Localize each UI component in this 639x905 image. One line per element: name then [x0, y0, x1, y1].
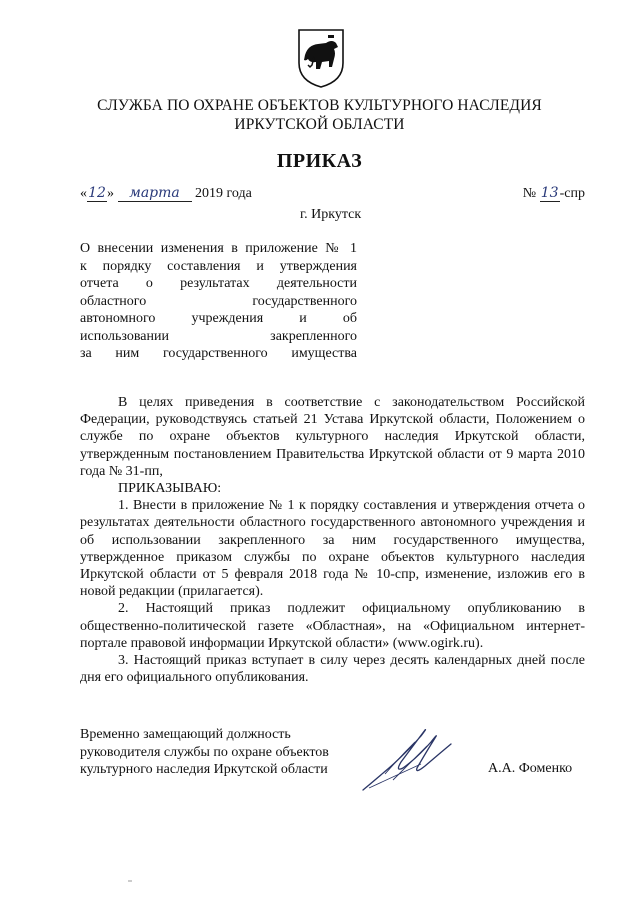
date-month: марта: [118, 186, 192, 202]
date-day: 12: [88, 185, 106, 201]
subject-line: за ним государственного имущества: [80, 346, 357, 361]
handwritten-signature-icon: [355, 718, 475, 798]
order-item-3: 3. Настоящий приказ вступает в силу через десять календарных дней после дня его официального опубликования.: [80, 653, 585, 686]
signer-position: [80, 726, 329, 779]
order-number: [523, 186, 585, 202]
number-value: 13: [540, 185, 559, 201]
city: г. Иркутск: [300, 207, 362, 222]
order-date: [80, 186, 252, 202]
order-word: ПРИКАЗЫВАЮ:: [118, 481, 222, 497]
order-subject: [80, 240, 357, 363]
organization-line-1: СЛУЖБА ПО ОХРАНЕ ОБЪЕКТОВ КУЛЬТУРНОГО НАСЛЕДИЯ: [97, 97, 542, 114]
signer-name: А.А. Фоменко: [488, 761, 573, 776]
date-year: 2019 года: [195, 186, 252, 201]
position-line-2: руководителя службы по охране объектов: [80, 744, 329, 760]
subject-line: отчета о результатах деятельности: [80, 276, 357, 291]
scan-mark: [128, 880, 132, 882]
coat-of-arms-icon: [296, 27, 346, 89]
date-close-quote: »: [107, 186, 114, 201]
subject-line: автономного учреждения и об: [80, 311, 357, 326]
document-type-title: ПРИКАЗ: [276, 150, 363, 172]
subject-line: использовании закрепленного: [80, 328, 357, 344]
number-prefix: №: [522, 186, 537, 201]
order-item-1: 1. Внести в приложение № 1 к порядку составления и утверждения отчета о результатах деятельности областного государственного автономного учреждения и об использовании закрепленного за ним государственного имущества, утвержденное приказом службы по охране объектов культурного наследия Иркутской области от 5 февраля 2018 года № 10-спр, изменение, изложив его в новой редакции (прилагается).: [80, 498, 585, 600]
subject-line: к порядку составления и утверждения: [80, 258, 357, 274]
position-line-1: Временно замещающий должность: [80, 727, 291, 742]
number-suffix: -спр: [559, 186, 585, 201]
order-body: [80, 394, 585, 686]
organization-line-2: ИРКУТСКОЙ ОБЛАСТИ: [234, 116, 405, 133]
organization-name: [0, 96, 639, 134]
subject-line: О внесении изменения в приложение № 1: [80, 241, 357, 256]
subject-line: областного государственного: [80, 293, 357, 309]
date-open-quote: «: [80, 186, 87, 201]
preamble-paragraph: В целях приведения в соответствие с законодательством Российской Федерации, руководствуясь статьей 21 Устава Иркутской области, Положением о службе по охране объектов культурного наследия Иркутской области, утвержденным постановлением Правительства Иркутской области от 9 марта 2010 года № 31-пп,: [80, 395, 585, 479]
order-item-2: 2. Настоящий приказ подлежит официальному опубликованию в общественно-политической газете «Областная», на «Официальном интернет-портале правовой информации Иркутской области» (www.ogirk.ru).: [80, 601, 585, 651]
position-line-3: культурного наследия Иркутской области: [80, 762, 328, 777]
